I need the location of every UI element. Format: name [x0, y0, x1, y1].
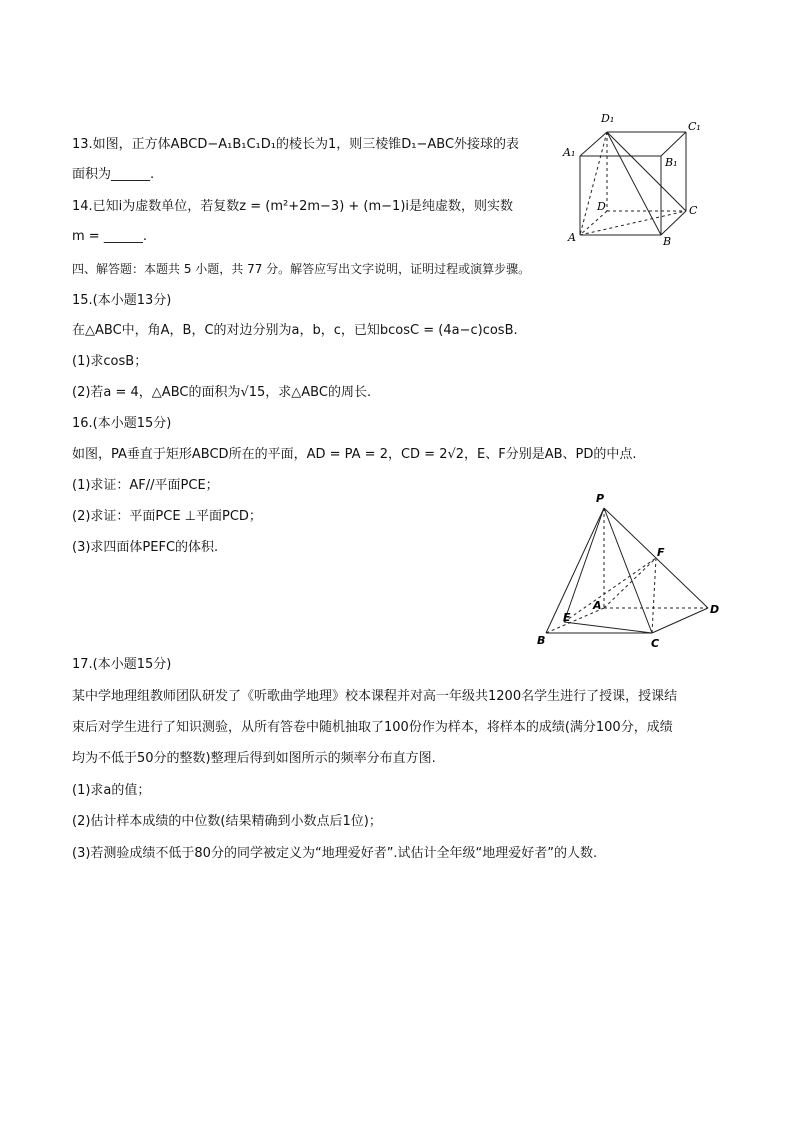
- pyr-label-E: E: [563, 611, 571, 624]
- q16-part3: (3)求四面体PEFC的体积.: [72, 540, 219, 555]
- q17-part1: (1)求a的值；: [72, 783, 151, 798]
- q17-stem3: 均为不低于50分的整数)整理后得到如图所示的频率分布直方图.: [72, 751, 436, 766]
- edge-D1A: [580, 132, 607, 235]
- q17-part3: (3)若测验成绩不低于80分的同学被定义为“地理爱好者”.试估计全年级“地理爱好者”的人数.: [72, 846, 598, 861]
- edge-EC: [564, 622, 652, 633]
- edge-D1B: [607, 132, 661, 235]
- q16-part2: (2)求证：平面PCE ⊥平面PCD；: [72, 509, 262, 524]
- q16-header: 16.(本小题15分): [72, 416, 172, 431]
- edge-B1C1: [661, 132, 686, 156]
- edge-DA: [580, 211, 607, 235]
- pyr-label-C: C: [651, 637, 660, 650]
- cube-label-C1: C₁: [688, 120, 701, 133]
- section4-heading: 四、解答题：本题共 5 小题，共 77 分。解答应写出文字说明，证明过程或演算步骤。: [72, 262, 531, 276]
- pyr-label-D: D: [710, 603, 720, 616]
- cube-label-C: C: [689, 204, 698, 217]
- cube-label-B: B: [663, 235, 672, 248]
- q17-stem2: 束后对学生进行了知识测验，从所有答卷中随机抽取了100份作为样本，将样本的成绩(满分100分，成绩: [72, 720, 673, 735]
- edge-FC: [652, 558, 656, 633]
- q13-line1: 13.如图，正方体ABCD−A₁B₁C₁D₁的棱长为1，则三棱锥D₁−ABC外接球的表: [72, 137, 520, 152]
- cube-label-B1: B₁: [665, 156, 678, 169]
- q17-header: 17.(本小题15分): [72, 657, 172, 672]
- cube-label-A: A: [568, 231, 576, 244]
- q17-part2: (2)估计样本成绩的中位数(结果精确到小数点后1位)；: [72, 814, 382, 829]
- pyr-label-P: P: [596, 492, 605, 505]
- pyramid-figure: [530, 490, 730, 655]
- edge-D1A1: [580, 132, 607, 156]
- edge-AF: [604, 558, 656, 608]
- edge-PC: [604, 508, 652, 633]
- pyr-label-B: B: [537, 634, 546, 647]
- edge-BC: [661, 211, 686, 235]
- edge-AC: [580, 211, 686, 235]
- pyr-label-F: F: [657, 546, 665, 559]
- pyr-label-A: A: [593, 599, 602, 612]
- q15-header: 15.(本小题13分): [72, 293, 172, 308]
- q16-part1: (1)求证：AF//平面PCE；: [72, 478, 219, 493]
- cube-label-D: D: [597, 200, 606, 213]
- edge-CD: [652, 608, 708, 633]
- q17-stem1: 某中学地理组教师团队研发了《听歌曲学地理》校本课程并对高一年级共1200名学生进行了授课，授课结: [72, 689, 678, 704]
- q15-part1: (1)求cosB；: [72, 354, 148, 369]
- q13-line2: 面积为______.: [72, 167, 155, 182]
- cube-label-A1: A₁: [563, 146, 576, 159]
- q15-part2: (2)若a = 4，△ABC的面积为√15，求△ABC的周长.: [72, 385, 372, 400]
- edge-EF: [564, 558, 656, 622]
- cube-label-D1: D₁: [601, 112, 615, 125]
- q15-stem: 在△ABC中，角A，B，C的对边分别为a，b，c，已知bcosC = (4a−c)cosB.: [72, 323, 518, 338]
- q16-stem: 如图，PA垂直于矩形ABCD所在的平面，AD = PA = 2，CD = 2√2，E、F分别是AB、PD的中点.: [72, 447, 637, 462]
- q14-line1: 14.已知i为虚数单位，若复数z = (m²+2m−3) + (m−1)i是纯虚数，则实数: [72, 199, 514, 214]
- cube-figure: [560, 108, 710, 253]
- q14-line2: m = ______.: [72, 229, 147, 244]
